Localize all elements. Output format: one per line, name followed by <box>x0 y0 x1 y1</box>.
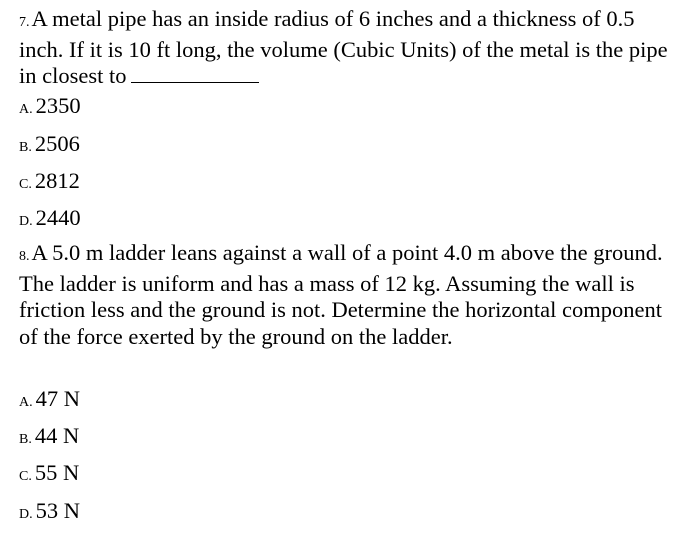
question-number: 8. <box>19 249 30 264</box>
option-d <box>19 498 80 528</box>
option-letter: B. <box>19 432 32 447</box>
option-letter: C. <box>19 177 32 192</box>
option-value: 47 N <box>35 386 80 411</box>
question-text: A metal pipe has an inside radius of 6 inches and a thickness of 0.5 inch. If it is 10 ft long, the volume (Cubic Units) of the metal is the pipe in closest to <box>19 6 668 88</box>
option-a <box>19 386 80 416</box>
option-value: 55 N <box>34 460 80 485</box>
question-text: A 5.0 m ladder leans against a wall of a point 4.0 m above the ground. The ladder is uniform and has a mass of 12 kg. Assuming the wall is friction less and the ground is not. Determine the horizontal component of the force exerted by the ground on the ladder. <box>19 240 663 349</box>
option-letter: D. <box>19 214 33 229</box>
option-value: 2350 <box>35 93 81 118</box>
answer-blank <box>131 81 259 83</box>
option-value: 2506 <box>34 131 80 156</box>
option-letter: B. <box>19 140 32 155</box>
option-value: 2812 <box>34 168 80 193</box>
option-value: 44 N <box>34 423 80 448</box>
option-letter: D. <box>19 507 33 522</box>
option-c <box>19 168 80 198</box>
question-8 <box>19 240 684 350</box>
option-a <box>19 93 81 123</box>
question-7 <box>19 6 684 90</box>
option-value: 53 N <box>35 498 80 523</box>
option-b <box>19 131 80 161</box>
option-b <box>19 423 79 453</box>
option-letter: A. <box>19 395 33 410</box>
option-c <box>19 460 79 490</box>
question-number: 7. <box>19 15 30 30</box>
option-letter: A. <box>19 102 33 117</box>
option-letter: C. <box>19 469 32 484</box>
option-value: 2440 <box>35 205 81 230</box>
option-d <box>19 205 81 235</box>
